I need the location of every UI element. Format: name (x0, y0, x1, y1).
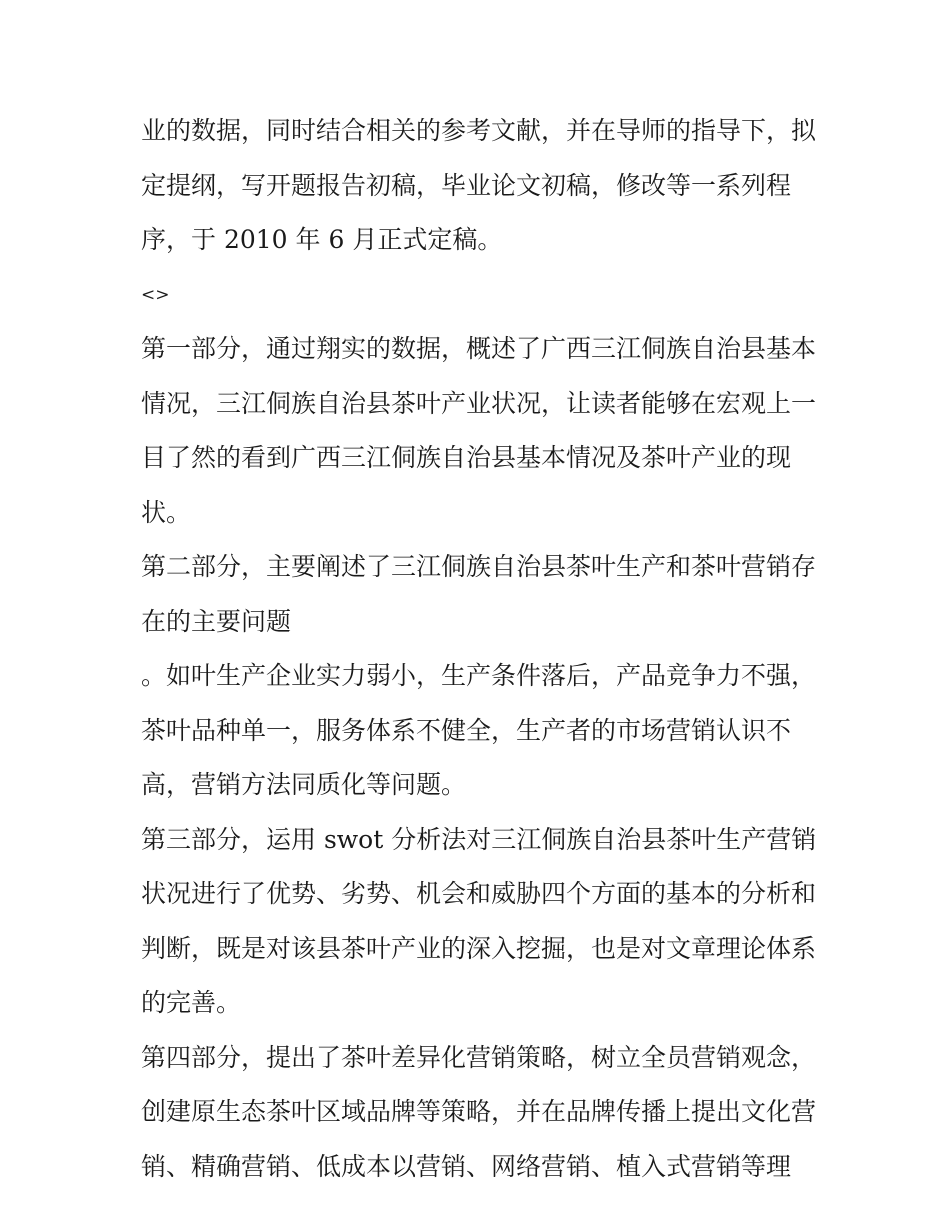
text-line: 序，于 2010 年 6 月正式定稿。 (141, 225, 503, 254)
text-line: 状。 (141, 497, 192, 527)
text-line: 定提纲，写开题报告初稿，毕业论文初稿，修改等一系列程 (141, 170, 792, 200)
text-line: 在的主要问题 (141, 606, 292, 636)
text-line: 情况，三江侗族自治县茶叶产业状况，让读者能够在宏观上一 (141, 388, 817, 418)
text-line: 状况进行了优势、劣势、机会和威胁四个方面的基本的分析和 (141, 879, 817, 908)
text-line: 。如叶生产企业实力弱小，生产条件落后，产品竞争力不强， (141, 661, 817, 690)
text-line: 第一部分，通过翔实的数据，概述了广西三江侗族自治县基本 (141, 334, 817, 363)
body-text (141, 104, 821, 1194)
text-line: 茶叶品种单一，服务体系不健全，生产者的市场营销认识不 (141, 715, 792, 745)
text-line: 业的数据，同时结合相关的参考文献，并在导师的指导下，拟 (141, 116, 817, 145)
text-line: 第二部分，主要阐述了三江侗族自治县茶叶生产和茶叶营销存 (141, 552, 817, 581)
text-line: 第四部分，提出了茶叶差异化营销策略，树立全员营销观念， (141, 1042, 817, 1072)
text-line: 第三部分，运用 swot 分析法对三江侗族自治县茶叶生产营销 (141, 824, 817, 854)
text-line: 判断，既是对该县茶叶产业的深入挖掘，也是对文章理论体系 (141, 933, 817, 963)
text-line: 销、精确营销、低成本以营销、网络营销、植入式营销等理 (141, 1151, 792, 1181)
text-line: 目了然的看到广西三江侗族自治县基本情况及茶叶产业的现 (141, 443, 792, 472)
text-line: 高，营销方法同质化等问题。 (141, 770, 467, 799)
text-line: 创建原生态茶叶区域品牌等策略，并在品牌传播上提出文化营 (141, 1097, 817, 1126)
text-line: 的完善。 (141, 988, 242, 1017)
placeholder-marker: <> (141, 284, 170, 305)
